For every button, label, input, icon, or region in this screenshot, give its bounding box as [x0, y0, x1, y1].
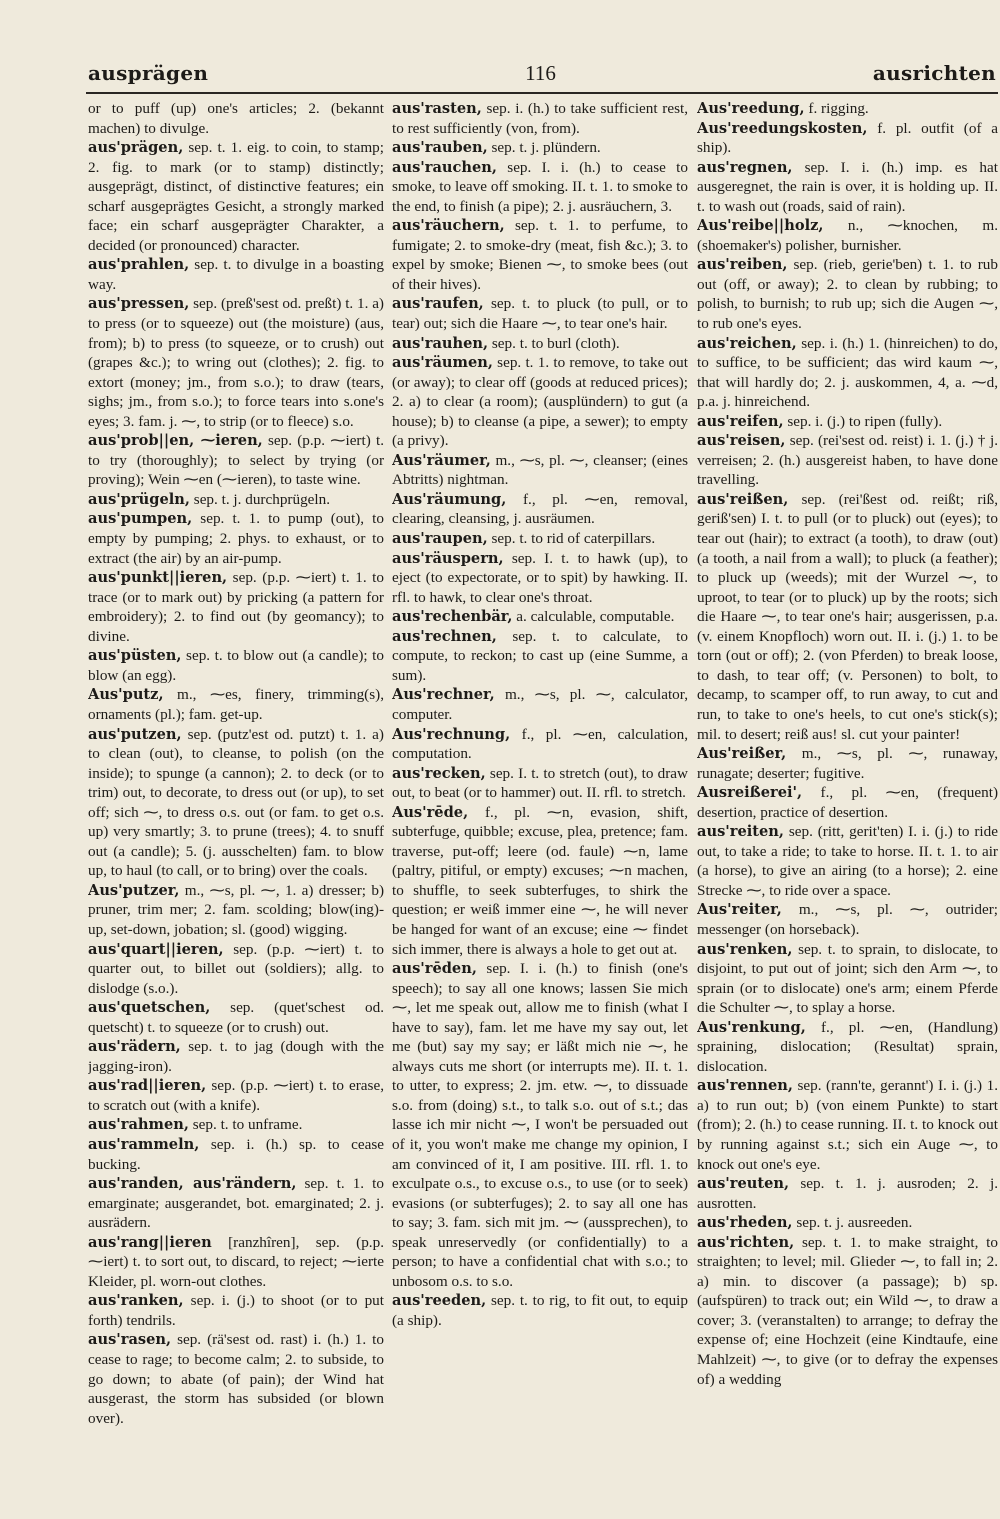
- dictionary-entry: [392, 353, 688, 451]
- dictionary-entry: [392, 549, 688, 608]
- dictionary-entry: [697, 822, 998, 900]
- entry-headword: aus'raupen,: [392, 530, 488, 548]
- entry-headword: Aus'rēde,: [392, 803, 469, 821]
- dictionary-entry: [392, 725, 688, 764]
- entry-headword: Aus'reibe||holz,: [697, 217, 824, 235]
- entry-definition: m., ⁓s, pl. ⁓, outrider; messenger (on horseback).: [697, 901, 998, 938]
- entry-definition: sep. t. 1. to perfume, to fumigate; 2. to smoke-dry (meat, fish &c.); 3. to expel by smoke; Bienen ⁓, to smoke bees (out of their hives).: [392, 217, 688, 293]
- entry-headword: Aus'putzer,: [88, 881, 180, 899]
- entry-headword: aus'rauchen,: [392, 158, 497, 176]
- dictionary-entry: [88, 99, 384, 138]
- dictionary-entry: [88, 998, 384, 1037]
- dictionary-entry: [697, 158, 998, 217]
- entry-definition: sep. (p.p. ⁓iert) t. to try (thoroughly); to select by trying (or proving); Wein ⁓en (⁓ieren), to taste wine.: [88, 432, 384, 489]
- dictionary-entry: [392, 138, 688, 158]
- dictionary-entry: [697, 431, 998, 490]
- dictionary-entry: [88, 1291, 384, 1330]
- dictionary-entry: [392, 627, 688, 686]
- dictionary-entry: [88, 1330, 384, 1428]
- dictionary-entry: [392, 158, 688, 217]
- entry-headword: aus'prügeln,: [88, 490, 190, 508]
- entry-definition: sep. t. to burl (cloth).: [488, 334, 620, 352]
- entry-headword: Aus'rechner,: [392, 686, 495, 704]
- entry-headword: aus'rasten,: [392, 100, 482, 117]
- entry-headword: Aus'renkung,: [697, 1018, 806, 1036]
- entry-definition: sep. (p.p. ⁓iert) t. 1. to trace (or to mark out) by pricking (a pattern for embroidery); 2. to find out (by geomancy); to divine.: [88, 569, 384, 645]
- entry-definition: sep. i. (j.) to ripen (fully).: [783, 412, 943, 430]
- entry-headword: Aus'reißer,: [697, 745, 787, 763]
- dictionary-entry: [392, 959, 688, 1291]
- entry-headword: aus'reisen,: [697, 432, 786, 450]
- entry-headword: aus'rang||ieren: [88, 1233, 212, 1251]
- entry-headword: aus'pressen,: [88, 295, 190, 313]
- entry-definition: sep. t. to jag (dough with the jagging-iron).: [88, 1038, 384, 1075]
- dictionary-entry: [392, 764, 688, 803]
- entry-definition: f., pl. ⁓en, removal, clearing, cleansing, j. ausräumen.: [392, 490, 688, 528]
- entry-definition: sep. I. t. to hawk (up), to eject (to expectorate, or to spit) by hawking. II. rfl. to hawk, to clear one's throat.: [392, 549, 688, 606]
- dictionary-entry: [88, 1115, 384, 1135]
- entry-headword: Aus'reedungskosten,: [697, 119, 868, 137]
- dictionary-entry: [697, 334, 998, 412]
- entry-headword: aus'reichen,: [697, 334, 797, 352]
- entry-headword: Aus'reedung,: [697, 100, 805, 117]
- entry-definition: sep. (rei'ßest od. reißt; riß, geriß'sen) I. t. to pull (or to pluck) out (eyes); to tear out (hair); to extract (a tooth), to draw (out) (a tooth, a nail from a wall); to pluck (a feather); to pluck up (weeds); mit der Wurzel ⁓, to uproot, to tear (or to pluck) up by the roots; sich die Haare ⁓, to tear one's hair; ausgerissen, p.a. (v. einem Knopfloch) worn out. II. i. (j.) 1. to be torn (out or off); 2. (von Pferden) to break loose, to dash, to tear off; (v. Personen) to bolt, to decamp, to scamper off, to run away, to cut and run, to take to one's heels, to cut one's stick(s); mil. to desert; reiß aus! sl. cut your painter!: [697, 490, 998, 743]
- dictionary-entry: [392, 294, 688, 333]
- entry-definition: sep. t. 1. to remove, to take out (or away); to clear off (goods at reduced prices); 2. a) to clear (a room); (ausplündern) to gut (a house); b) to cleanse (a pipe, a sewer); to empty (a privy).: [392, 354, 688, 450]
- entry-headword: aus'prob||en, ⁓ieren,: [88, 432, 263, 450]
- entry-definition: or to puff (up) one's articles; 2. (bekannt machen) to divulge.: [88, 100, 384, 137]
- entry-definition: sep. (rann'te, gerannt') I. i. (j.) 1. a) to run out; b) (von einem Punkte) to start (from); 2. (h.) to cease running. II. t. to knock out by running against s.t.; sich ein Auge ⁓, to knock out one's eye.: [697, 1077, 998, 1173]
- columns-container: [88, 99, 998, 1509]
- dictionary-entry: [697, 255, 998, 333]
- entry-definition: sep. (p.p. ⁓iert) t. to quarter out, to billet out (soldiers); allg. to dislodge (s.o.).: [88, 940, 384, 997]
- entry-definition: f., pl. ⁓en, (frequent) desertion, practice of desertion.: [697, 784, 998, 821]
- entry-definition: [ranzhîren], sep. (p.p. ⁓iert) t. to sort out, to discard, to reject; ⁓ierte Kleider, pl. worn-out clothes.: [88, 1233, 384, 1290]
- entry-definition: sep. t. to sprain, to dislocate, to disjoint, to put out of joint; sich den Arm ⁓, to sprain (or to dislocate) one's arm; einem Pferde die Schulter ⁓, to splay a horse.: [697, 940, 998, 1017]
- entry-headword: aus'rheden,: [697, 1214, 793, 1232]
- left-running-head: ausprägen: [88, 61, 209, 85]
- dictionary-entry: [392, 451, 688, 490]
- entry-headword: aus'reifen,: [697, 412, 784, 430]
- entry-headword: aus'quart||ieren,: [88, 940, 224, 958]
- dictionary-entry: [392, 1291, 688, 1330]
- entry-definition: sep. t. 1. eig. to coin, to stamp; 2. fig. to mark (or to stamp) distinctly; ausgeprägt, distinct, of distinctive features; ein scharf ausgeprägtes Gesicht, a strongly marked face; ein scharf ausgeprägter Charakter, a decided (or pronounced) character.: [88, 139, 384, 254]
- entry-headword: aus'rahmen,: [88, 1116, 189, 1134]
- entry-headword: aus'renken,: [697, 940, 793, 958]
- entry-definition: sep. t. j. ausreeden.: [792, 1214, 913, 1232]
- entry-definition: sep. t. j. durchprügeln.: [189, 490, 331, 508]
- entry-definition: sep. t. j. plündern.: [487, 139, 601, 157]
- entry-definition: sep. (quet'schest od. quetscht) t. to squeeze (or to crush) out.: [88, 999, 384, 1036]
- dictionary-entry: [697, 900, 998, 939]
- entry-headword: Aus'reiter,: [697, 901, 782, 919]
- entry-headword: aus'putzen,: [88, 725, 182, 743]
- dictionary-entry: [88, 1174, 384, 1233]
- entry-definition: m., ⁓s, pl. ⁓, runaway, runagate; deserter; fugitive.: [697, 745, 998, 782]
- entry-definition: m., ⁓s, pl. ⁓, 1. a) dresser; b) pruner, trim mer; 2. fam. scolding; blow(ing)-up, set-down, jobation; sl. (good) wigging.: [88, 881, 384, 938]
- entry-headword: Aus'räumer,: [392, 451, 491, 469]
- entry-definition: sep. t. to calculate, to compute, to reckon; to cast up (eine Summe, a sum).: [392, 627, 688, 684]
- dictionary-entry: [697, 119, 998, 158]
- entry-definition: m., ⁓s, pl. ⁓, cleanser; (eines Abtritts) nightman.: [392, 451, 688, 489]
- dictionary-entry: [88, 1037, 384, 1076]
- dictionary-entry: [88, 1135, 384, 1174]
- dictionary-entry: [697, 744, 998, 783]
- entry-headword: aus'rad||ieren,: [88, 1077, 207, 1095]
- entry-definition: sep. I. i. (h.) to cease to smoke, to leave off smoking. II. t. 1. to smoke to the end, to finish (a pipe); 2. j. ausräuchern, 3.: [392, 158, 688, 215]
- dictionary-entry: [88, 646, 384, 685]
- entry-headword: aus'reuten,: [697, 1175, 790, 1193]
- entry-definition: f. pl. outfit (of a ship).: [697, 119, 998, 157]
- entry-headword: aus'rammeln,: [88, 1135, 200, 1153]
- entry-definition: m., ⁓s, pl. ⁓, calculator, computer.: [392, 686, 688, 723]
- entry-headword: aus'räuspern,: [392, 549, 504, 567]
- entry-definition: sep. I. i. (h.) imp. es hat ausgeregnet, the rain is over, it is holding up. II. t. to wash out (roads, said of rain).: [697, 158, 998, 215]
- entry-definition: sep. t. 1. to pump (out), to empty by pumping; 2. phys. to exhaust, or to extract (the air) by an air-pump.: [88, 510, 384, 567]
- dictionary-entry: [88, 1233, 384, 1292]
- dictionary-entry: [697, 940, 998, 1018]
- dictionary-entry: [392, 685, 688, 724]
- entry-definition: sep. t. to rid of caterpillars.: [487, 530, 656, 548]
- entry-definition: n., ⁓knochen, m. (shoemaker's) polisher, burnisher.: [697, 217, 998, 254]
- dictionary-entry: [88, 1076, 384, 1115]
- column-1: [88, 99, 384, 1509]
- entry-headword: aus'punkt||ieren,: [88, 569, 228, 587]
- entry-headword: aus'reeden,: [392, 1292, 487, 1310]
- entry-definition: sep. t. to pluck (to pull, or to tear) out; sich die Haare ⁓, to tear one's hair.: [392, 295, 688, 333]
- dictionary-entry: [697, 490, 998, 744]
- entry-definition: sep. i. (h.) 1. (hinreichen) to do, to suffice, to be sufficient; das wird kaum ⁓, that will hardly do; 2. j. auskommen, 4, a. ⁓d, p.a. j. hinreichend.: [697, 334, 998, 411]
- dictionary-entry: [88, 294, 384, 431]
- entry-headword: aus'prahlen,: [88, 256, 190, 274]
- entry-headword: aus'rasen,: [88, 1331, 172, 1349]
- entry-definition: sep. t. to unframe.: [188, 1116, 303, 1134]
- entry-headword: aus'räuchern,: [392, 217, 505, 235]
- entry-definition: sep. t. 1. to make straight, to straighten; to level; mil. Glieder ⁓, to fall in; 2. a) min. to discover (a passage); b) sp. (aufspüren) to track out; ein Wild ⁓, to draw a cover; 3. (veranstalten) to arrange; to defray the expense of; eine Hochzeit (eine Kindtaufe, eine Mahlzeit) ⁓, to give (or to defray the expenses of) a wedding: [697, 1233, 998, 1388]
- dictionary-entry: [88, 685, 384, 724]
- entry-definition: sep. i. (h.) sp. to cease bucking.: [88, 1135, 384, 1173]
- entry-headword: aus'rauben,: [392, 139, 488, 157]
- dictionary-entry: [697, 783, 998, 822]
- entry-headword: aus'randen, aus'rändern,: [88, 1175, 297, 1193]
- entry-definition: sep. (rä'sest od. rast) i. (h.) 1. to cease to rage; to become calm; 2. to subside, to go down; to abate (of pain); der Wind hat ausgerast, the storm has subsided (or blown over).: [88, 1331, 384, 1427]
- entry-headword: aus'rēden,: [392, 960, 477, 978]
- dictionary-entry: [88, 138, 384, 255]
- entry-definition: sep. i. (h.) to take sufficient rest, to rest sufficiently (von, from).: [392, 100, 688, 137]
- entry-headword: aus'rädern,: [88, 1038, 181, 1056]
- dictionary-entry: [392, 99, 688, 138]
- entry-definition: f., pl. ⁓en, (Handlung) spraining, dislocation; (Resultat) sprain, dislocation.: [697, 1018, 998, 1075]
- dictionary-entry: [697, 1174, 998, 1213]
- dictionary-entry: [392, 334, 688, 354]
- entry-definition: sep. (ritt, gerit'ten) I. i. (j.) to ride out, to take a ride; to take to horse. II. t. 1. to air (a horse), to give an airing (to a horse); 2. eine Strecke ⁓, to ride over a space.: [697, 823, 998, 899]
- dictionary-entry: [697, 99, 998, 119]
- entry-definition: sep. I. i. (h.) to finish (one's speech); to say all one knows; lassen Sie mich ⁓, let me speak out, allow me to finish (what I have to say), fam. let me have my say out, let me (but) say my say; er läßt mich nie ⁓, he always cuts me short (or interrupts me). II. t. 1. to utter, to express; 2. jm. etw. ⁓, to dissuade s.o. from (doing) s.t., to talk s.o. out of s.t.; das lasse ich mir nicht ⁓, I won't be persuaded out of it, you won't make me change my opinion, I am convinced of it, I am positive. III. rfl. 1. to exculpate o.s., to excuse o.s., to use (or to seek) evasions (or subterfuges); 2. to say all one has to say; 3. fam. sich mit jm. ⁓ (aussprechen), to speak unreservedly (or confidentially) to a person; to have a confidential chat with s.o.; to unbosom o.s. to s.o.: [392, 960, 688, 1290]
- dictionary-entry: [697, 1018, 998, 1077]
- entry-headword: Ausreißerei',: [697, 784, 803, 802]
- dictionary-entry: [697, 412, 998, 432]
- entry-headword: Aus'rechnung,: [392, 725, 511, 743]
- entry-definition: sep. (putz'est od. putzt) t. 1. a) to clean (out), to cleanse, to polish (on the inside); to spunge (a cannon); 2. to deck (or to trim) out, to decorate, to dress out (or up), to set off; sich ⁓, to dress o.s. out (or fam. to get o.s. up) very smartly; 3. to prune (trees); 4. to snuff out (a candle); 5. (j. ausschelten) fam. to blow up, to haul (to call, or to bring) over the coals.: [88, 725, 384, 880]
- dictionary-entry: [88, 509, 384, 568]
- entry-headword: aus'prägen,: [88, 139, 184, 157]
- entry-headword: aus'quetschen,: [88, 999, 211, 1017]
- entry-definition: sep. (rieb, gerie'ben) t. 1. to rub out (off, or away); 2. to clean by rubbing; to polish, to burnish; to rub up; sich die Augen ⁓, to rub one's eyes.: [697, 256, 998, 333]
- dictionary-entry: [392, 216, 688, 294]
- dictionary-entry: [88, 490, 384, 510]
- header-rule: [86, 92, 998, 94]
- entry-definition: sep. (preß'sest od. preßt) t. 1. a) to press (or to squeeze) out (the moisture) (aus, from); b) to press (to squeeze, or to crush) out (grapes &c.); to wring out (clothes); 2. fig. to extort (money; jm., from s.o.); to draw (tears, sighs; jm., from s.o.); to force tears into s.one's eyes; 3. fam. j. ⁓, to strip (or to fleece) s.o.: [88, 295, 384, 430]
- entry-headword: aus'püsten,: [88, 647, 182, 665]
- dictionary-entry: [88, 940, 384, 999]
- entry-headword: aus'raufen,: [392, 295, 484, 313]
- dictionary-entry: [88, 725, 384, 881]
- entry-definition: f. rigging.: [804, 100, 869, 117]
- dictionary-entry: [392, 803, 688, 959]
- entry-headword: aus'regnen,: [697, 158, 793, 176]
- entry-headword: aus'rechenbär,: [392, 608, 513, 626]
- column-3: [697, 99, 998, 1509]
- dictionary-entry: [88, 255, 384, 294]
- dictionary-entry: [88, 568, 384, 646]
- column-2: [392, 99, 688, 1509]
- dictionary-entry: [697, 1233, 998, 1389]
- entry-headword: aus'reißen,: [697, 490, 789, 508]
- page-number: 116: [525, 60, 556, 85]
- entry-definition: sep. i. (j.) to shoot (or to put forth) tendrils.: [88, 1292, 384, 1329]
- entry-definition: sep. t. 1. j. ausroden; 2. j. ausrotten.: [697, 1175, 998, 1212]
- dictionary-entry: [392, 607, 688, 627]
- dictionary-entry: [697, 216, 998, 255]
- page-header: [88, 58, 996, 88]
- dictionary-entry: [392, 529, 688, 549]
- entry-headword: aus'pumpen,: [88, 510, 193, 528]
- entry-headword: aus'recken,: [392, 764, 486, 782]
- entry-headword: aus'rechnen,: [392, 627, 497, 645]
- entry-definition: f., pl. ⁓en, calculation, computation.: [392, 725, 688, 763]
- dictionary-entry: [88, 431, 384, 490]
- entry-definition: m., ⁓es, finery, trimming(s), ornaments (pl.); fam. get-up.: [88, 686, 384, 723]
- entry-definition: a. calculable, computable.: [512, 608, 675, 626]
- entry-definition: sep. t. to blow out (a candle); to blow (an egg).: [88, 647, 384, 684]
- entry-headword: Aus'putz,: [88, 686, 164, 704]
- entry-headword: aus'reiten,: [697, 823, 784, 841]
- entry-headword: aus'räumen,: [392, 354, 493, 372]
- entry-definition: sep. t. 1. to emarginate; ausgerandet, bot. emarginated; 2. j. ausrädern.: [88, 1175, 384, 1232]
- dictionary-entry: [697, 1076, 998, 1174]
- entry-definition: f., pl. ⁓n, evasion, shift, subterfuge, quibble; excuse, plea, pretence; fam. traverse, put-off; leere (od. faule) ⁓n, lame (paltry, pitiful, or empty) excuses; ⁓n machen, to shuffle, to seek subterfuges, to shirk the question; er weiß immer eine ⁓, he will never be hanged for want of an excuse; eine ⁓ findet sich immer, there is always a hole to get out at.: [392, 803, 688, 958]
- right-running-head: ausrichten: [872, 61, 996, 85]
- entry-headword: aus'ranken,: [88, 1292, 184, 1310]
- dictionary-entry: [392, 490, 688, 529]
- entry-definition: sep. (rei'sest od. reist) i. 1. (j.) † j. verreisen; 2. (h.) ausgereist haben, to have done travelling.: [697, 432, 998, 489]
- entry-definition: sep. t. to rig, to fit out, to equip (a ship).: [392, 1292, 688, 1329]
- entry-definition: sep. (p.p. ⁓iert) t. to erase, to scratch out (with a knife).: [88, 1077, 384, 1114]
- entry-headword: aus'rennen,: [697, 1077, 793, 1095]
- entry-headword: aus'richten,: [697, 1233, 795, 1251]
- entry-headword: aus'rauhen,: [392, 334, 489, 352]
- entry-headword: Aus'räumung,: [392, 490, 507, 508]
- dictionary-entry: [88, 881, 384, 940]
- dictionary-entry: [697, 1213, 998, 1233]
- entry-definition: sep. t. to divulge in a boasting way.: [88, 256, 384, 293]
- entry-headword: aus'reiben,: [697, 256, 788, 274]
- entry-definition: sep. I. t. to stretch (out), to draw out, to beat (or to hammer) out. II. rfl. to stretch.: [392, 764, 688, 802]
